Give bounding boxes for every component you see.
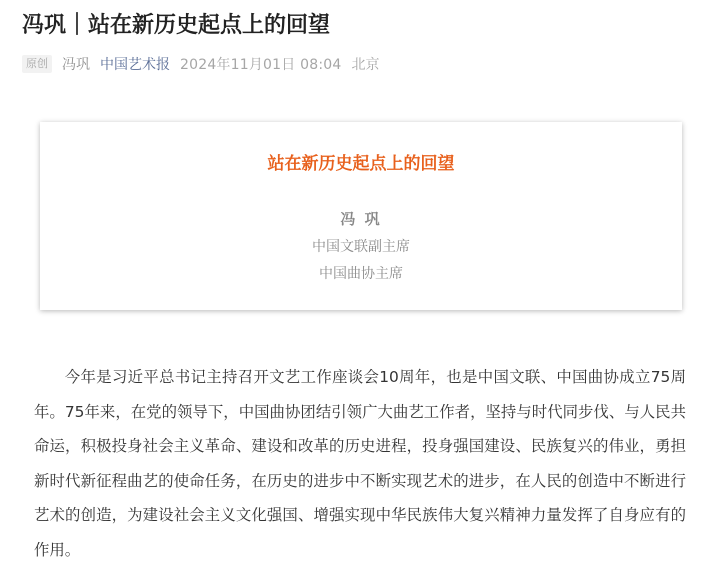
title-card	[40, 122, 682, 310]
card-author-role: 中国曲协主席	[319, 266, 403, 282]
publish-location: 北京	[351, 57, 380, 73]
original-badge: 原创	[22, 55, 52, 73]
source-account-link[interactable]: 中国艺术报	[100, 57, 170, 73]
body-paragraph: 今年是习近平总书记主持召开文艺工作座谈会10周年，也是中国文联、中国曲协成立75周年。75年来，在党的领导下，中国曲协团结引领广大曲艺工作者，坚持与时代同步伐、与人民共命运，积极投身社会主义革命、建设和改革的历史进程，投身强国建设、民族复兴的伟业，勇担新时代新征程曲艺的使命任务，在历史的进步中不断实现艺术的进步，在人民的创造中不断进行艺术的创造，为建设社会主义文化强国、增强实现中华民族伟大复兴精神力量发挥了自身应有的作用。	[34, 368, 686, 559]
card-title: 站在新历史起点上的回望	[267, 154, 455, 174]
author-name[interactable]: 冯巩	[62, 57, 90, 73]
card-author-role: 中国文联副主席	[312, 239, 410, 255]
article-title: 冯巩｜站在新历史起点上的回望	[22, 13, 331, 38]
card-author-name: 冯 巩	[340, 210, 382, 228]
article-meta	[22, 54, 379, 74]
publish-datetime: 2024年11月01日 08:04	[180, 57, 342, 73]
